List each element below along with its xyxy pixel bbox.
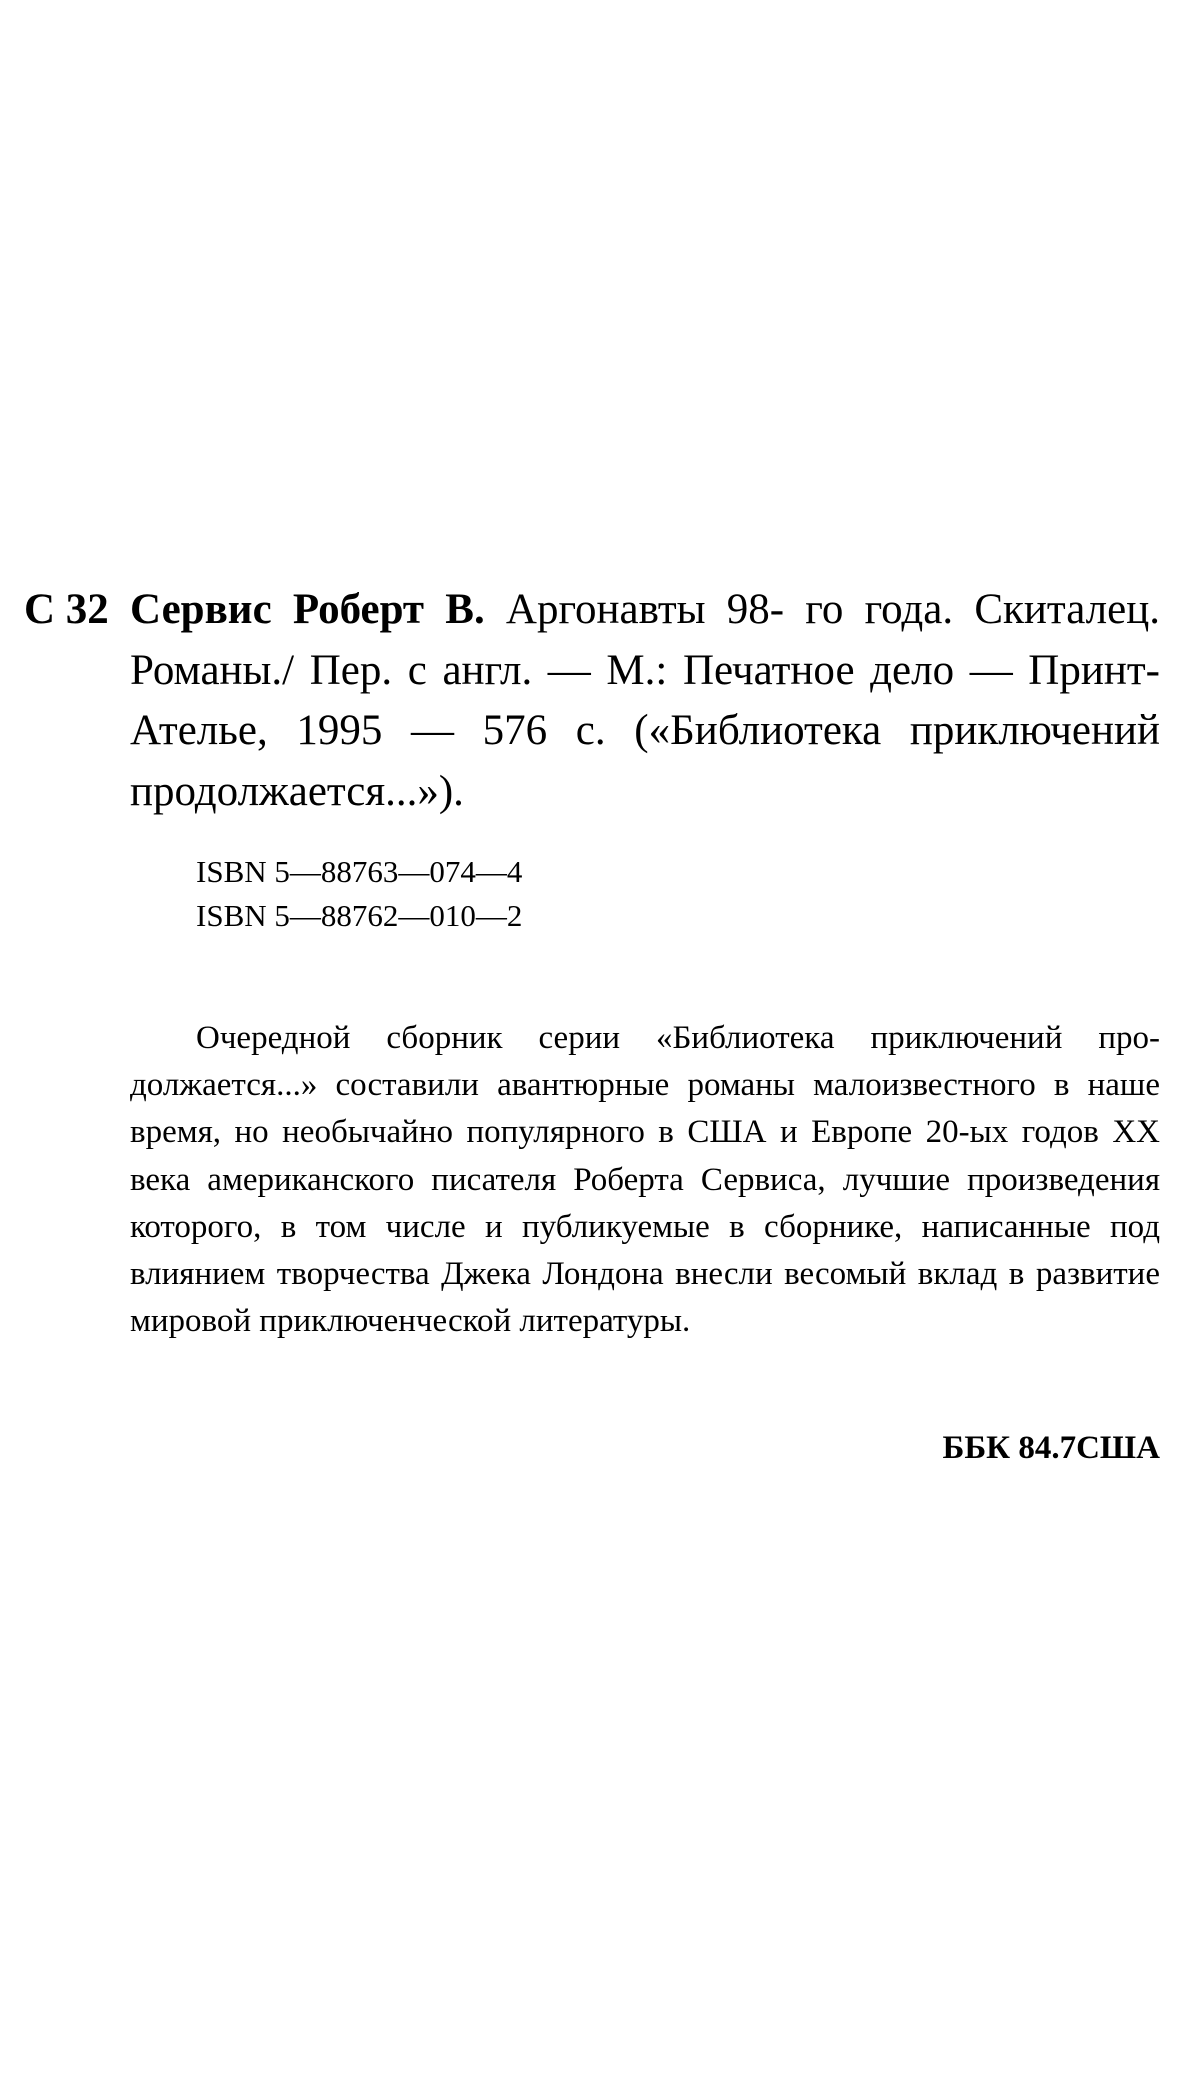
isbn-list [196,850,522,938]
annotation-paragraph: Очередной сборник серии «Библиотека приключений продолжается...» составили авантюрные романы малоизвестного в наше время, но необычайно популярного в США и Европе 20-ых годов XX века американского писателя Роберта Сервиса, лучшие произведения которого, в том числе и публикуемые в сборнике, написанные под влиянием творчества Джека Лондона внесли весомый вклад в развитие мировой приключенческой литературы. [130,1020,1160,1340]
bibliographic-entry [130,580,1160,822]
author-name: Сервис Роберт В. [130,586,485,633]
isbn-line: ISBN 5—88763—074—4 [196,854,523,889]
library-class-code: С 32 [24,586,109,633]
bibliographic-description: Аргонавты 98- го года. Скиталец. Романы./ Пер. с англ. — М.: Печатное дело — Принт-Ателье, 1995 — 576 с. («Библиотека приключений продолжается...»). [130,586,1160,815]
bbk-classification: ББК 84.7США [942,1430,1160,1466]
isbn-line: ISBN 5—88762—010—2 [196,898,523,933]
